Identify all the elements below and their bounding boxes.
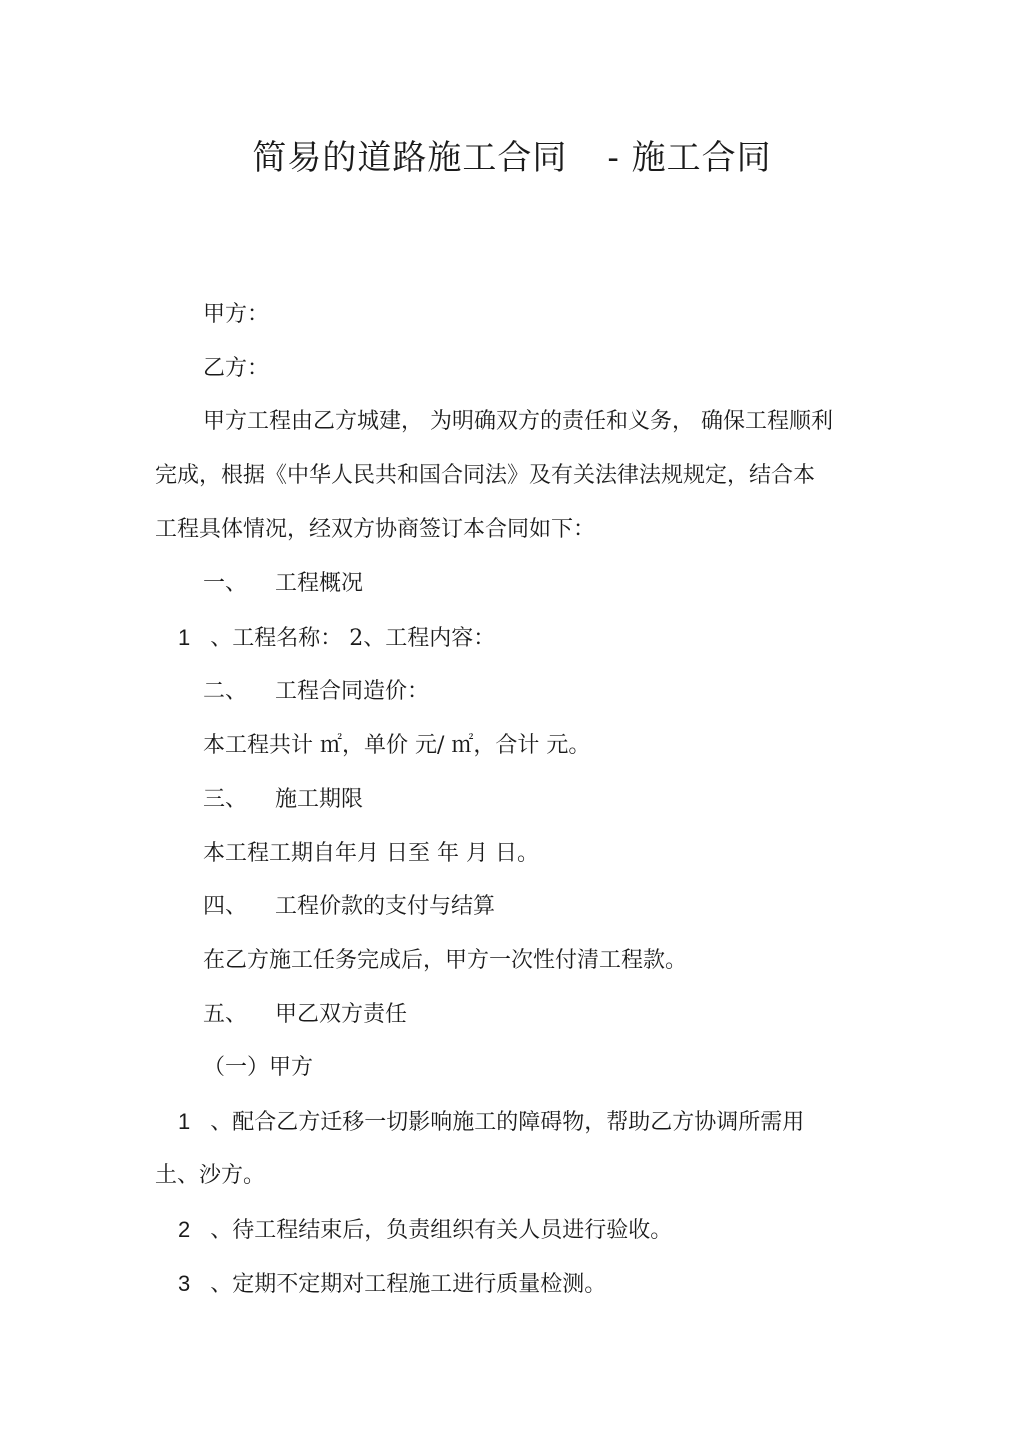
section-3-title: 施工期限: [275, 787, 364, 812]
section-3-heading: [203, 785, 363, 815]
section-3-text: 本工程工期自年月 日至 年 月 日。: [203, 841, 539, 866]
section-2-heading: [203, 677, 429, 707]
section-1-item-number: 1: [178, 625, 191, 650]
section-2-title: 工程合同造价：: [275, 679, 430, 704]
intro-line-2: 完成，根据《中华人民共和国合同法》及有关法律法规规定，结合本: [155, 463, 816, 488]
duty-item-2: [178, 1215, 672, 1246]
section-1-title: 工程概况: [275, 571, 364, 596]
section-1-number: 一、: [203, 571, 248, 596]
section-4-text: 在乙方施工任务完成后，甲方一次性付清工程款。: [203, 948, 688, 973]
section-4-heading: [203, 892, 495, 922]
intro-line-1: 甲方工程由乙方城建， 为明确双方的责任和义务， 确保工程顺利: [203, 409, 833, 434]
duty-item-1-number: 1: [178, 1109, 191, 1134]
section-1-item: [178, 623, 495, 654]
section-1-item-text: 、工程名称： 2、工程内容：: [210, 626, 496, 651]
section-4-number: 四、: [203, 894, 248, 919]
section-5-number: 五、: [203, 1002, 248, 1027]
section-1-heading: [203, 569, 363, 599]
title-main: 简易的道路施工合同: [252, 138, 568, 178]
duty-item-2-text: 、待工程结束后，负责组织有关人员进行验收。: [210, 1218, 673, 1243]
intro-line-3: 工程具体情况，经双方协商签订本合同如下：: [155, 517, 596, 542]
subsection-party-a: （一）甲方: [203, 1055, 314, 1080]
section-3-number: 三、: [203, 787, 248, 812]
section-4-title: 工程价款的支付与结算: [275, 894, 496, 919]
duty-item-1: [178, 1107, 804, 1138]
duty-item-2-number: 2: [178, 1217, 191, 1242]
section-5-heading: [203, 1000, 407, 1030]
duty-item-1-continuation: 土、沙方。: [155, 1163, 266, 1188]
duty-item-3-number: 3: [178, 1271, 191, 1296]
document-title: [0, 130, 1024, 179]
section-2-number: 二、: [203, 679, 248, 704]
section-2-text: 本工程共计 ㎡，单价 元/ ㎡，合计 元。: [203, 733, 591, 758]
duty-item-1-text: 、配合乙方迁移一切影响施工的障碍物，帮助乙方协调所需用: [210, 1110, 805, 1135]
party-a-line: 甲方：: [203, 302, 270, 327]
party-b-line: 乙方：: [203, 356, 270, 381]
title-sub: - 施工合同: [607, 138, 772, 178]
duty-item-3-text: 、定期不定期对工程施工进行质量检测。: [210, 1272, 607, 1297]
section-5-title: 甲乙双方责任: [275, 1002, 408, 1027]
duty-item-3: [178, 1269, 606, 1300]
